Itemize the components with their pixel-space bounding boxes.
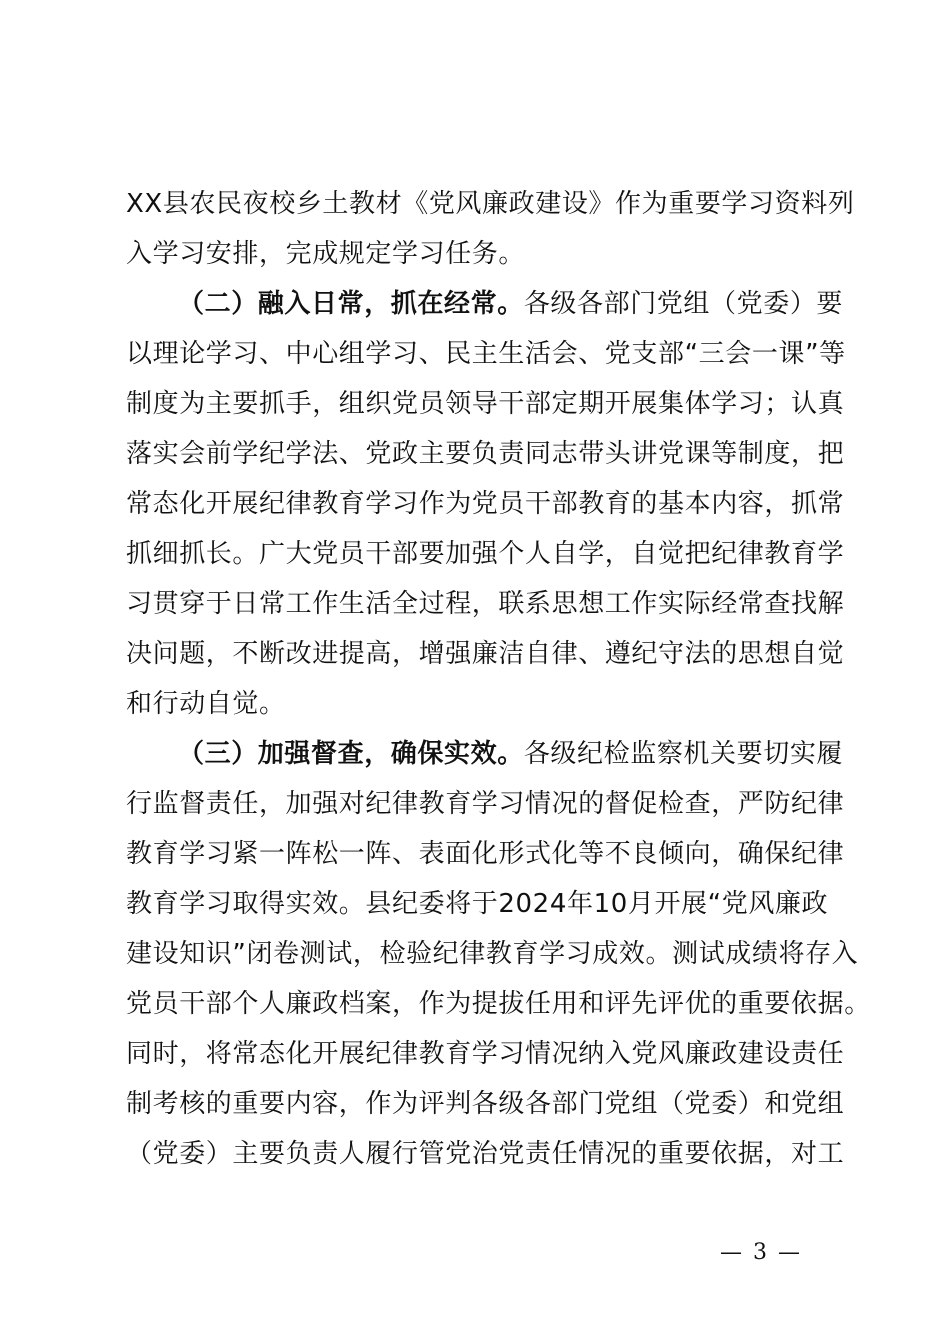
body-line: 教育学习取得实效。县纪委将于2024年10月开展“党风廉政 bbox=[126, 889, 829, 919]
body-line: 建设知识”闭卷测试，检验纪律教育学习成效。测试成绩将存入 bbox=[126, 939, 859, 969]
body-line: 教育学习紧一阵松一阵、表面化形式化等不良倾向，确保纪律 bbox=[126, 839, 845, 869]
page-number: — 3 — bbox=[720, 1240, 802, 1265]
page-footer bbox=[0, 1237, 950, 1269]
section-3-lead-text: 各级纪检监察机关要切实履 bbox=[523, 739, 844, 769]
body-line: 决问题，不断改进提高，增强廉洁自律、遵纪守法的思想自觉 bbox=[126, 639, 845, 669]
body-line: 抓细抓长。广大党员干部要加强个人自学，自觉把纪律教育学 bbox=[126, 539, 845, 569]
section-2-first-line bbox=[178, 280, 843, 328]
body-line: 以理论学习、中心组学习、民主生活会、党支部“三会一课”等 bbox=[126, 339, 846, 369]
section-3-first-line bbox=[178, 730, 843, 778]
body-line: （党委）主要负责人履行管党治党责任情况的重要依据，对工 bbox=[126, 1139, 845, 1169]
body-line: 行监督责任，加强对纪律教育学习情况的督促检查，严防纪律 bbox=[126, 789, 845, 819]
section-2-heading: （二）融入日常，抓在经常。 bbox=[178, 289, 524, 319]
body-line: XX县农民夜校乡土教材《党风廉政建设》作为重要学习资料列 bbox=[126, 189, 855, 219]
body-line: 同时，将常态化开展纪律教育学习情况纳入党风廉政建设责任 bbox=[126, 1039, 845, 1069]
body-line: 落实会前学纪学法、党政主要负责同志带头讲党课等制度，把 bbox=[126, 439, 845, 469]
body-line: 党员干部个人廉政档案，作为提拔任用和评先评优的重要依据。 bbox=[126, 989, 871, 1019]
body-line: 制考核的重要内容，作为评判各级各部门党组（党委）和党组 bbox=[126, 1089, 845, 1119]
section-2-lead-text: 各级各部门党组（党委）要 bbox=[523, 289, 844, 319]
section-3-heading: （三）加强督查，确保实效。 bbox=[178, 739, 524, 769]
body-line: 习贯穿于日常工作生活全过程，联系思想工作实际经常查找解 bbox=[126, 589, 845, 619]
body-line: 制度为主要抓手，组织党员领导干部定期开展集体学习；认真 bbox=[126, 389, 845, 419]
body-line: 和行动自觉。 bbox=[126, 689, 286, 719]
body-line: 常态化开展纪律教育学习作为党员干部教育的基本内容，抓常 bbox=[126, 489, 845, 519]
body-line: 入学习安排，完成规定学习任务。 bbox=[126, 239, 526, 269]
